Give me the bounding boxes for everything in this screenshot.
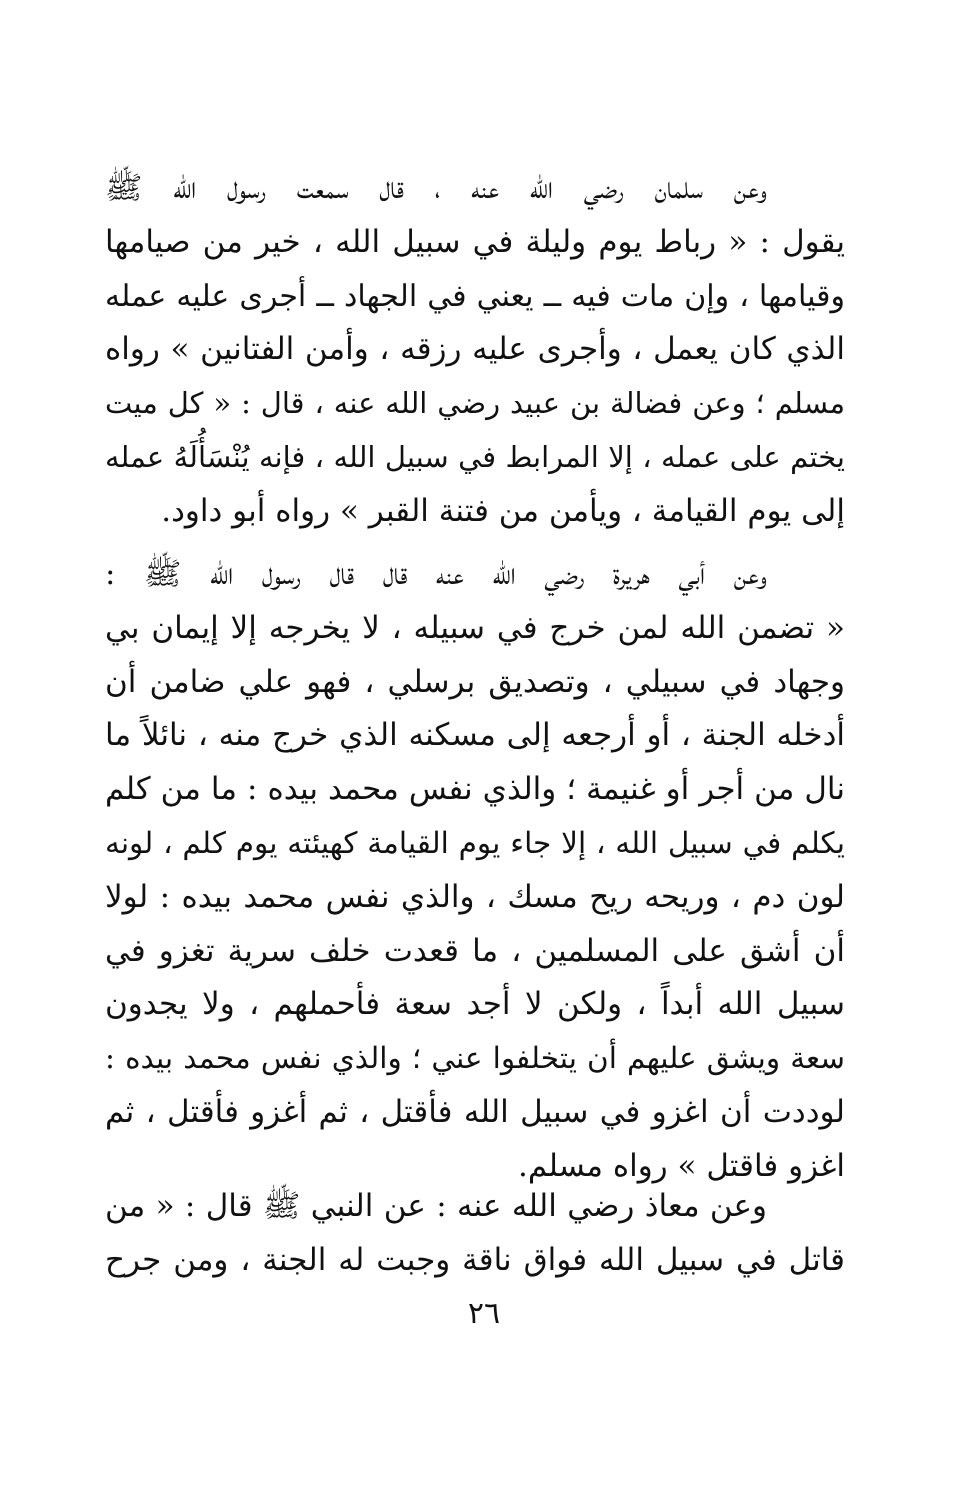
- text-line: يكلم في سبيل الله ، إلا جاء يوم القيامة كهيئته يوم كلم ، لونه: [105, 825, 845, 860]
- text-line: أن أشق على المسلمين ، ما قعدت خلف سرية تغزو في: [105, 932, 845, 969]
- text-line: اغزو فاقتل » رواه مسلم.: [518, 1147, 845, 1184]
- text-line: يقول : « رباط يوم وليلة في سبيل الله ، خير من صيامها: [105, 223, 845, 260]
- text-line: وجهاد في سبيلي ، وتصديق برسلي ، فهو علي ضامن أن: [105, 663, 845, 700]
- text-line: وعن معاذ رضي الله عنه : عن النبي ﷺ قال : « من: [105, 1188, 767, 1224]
- paragraph-salman-hadith: [105, 162, 845, 539]
- text-line: وعن أبي هريرة رضي الله عنه قال قال رسول الله ﷺ :: [105, 556, 767, 592]
- text-line: مسلم ؛ وعن فضالة بن عبيد رضي الله عنه ، قال : « كل ميت: [105, 386, 845, 421]
- text-line: نال من أجر أو غنيمة ؛ والذي نفس محمد بيده : ما من كلم: [105, 771, 845, 808]
- text-line: أدخله الجنة ، أو أرجعه إلى مسكنه الذي خرج منه ، نائلاً ما: [105, 717, 845, 754]
- text-line: قاتل في سبيل الله فواق ناقة وجبت له الجنة ، ومن جرح: [105, 1241, 845, 1278]
- text-line: وقيامها ، وإن مات فيه ــ يعني في الجهاد ــ أجرى عليه عمله: [105, 278, 845, 314]
- page-number: ٢٦: [467, 1296, 501, 1331]
- text-line: لون دم ، وريحه ريح مسك ، والذي نفس محمد بيده : لولا: [105, 878, 845, 915]
- text-line: إلى يوم القيامة ، ويأمن من فتنة القبر » رواه أبو داود.: [161, 492, 845, 529]
- text-line: سبيل الله أبداً ، ولكن لا أجد سعة فأحملهم ، ولا يجدون: [105, 986, 845, 1023]
- text-line: وعن سلمان رضي الله عنه ، قال سمعت رسول الله ﷺ: [105, 170, 767, 206]
- text-line: سعة ويشق عليهم أن يتخلفوا عني ؛ والذي نفس محمد بيده :: [105, 1041, 845, 1076]
- text-line: لوددت أن اغزو في سبيل الله فأقتل ، ثم أغزو فأقتل ، ثم: [105, 1093, 845, 1130]
- paragraph-muadh-hadith: [105, 1180, 845, 1288]
- text-line: الذي كان يعمل ، وأجرى عليه رزقه ، وأمن الفتانين » رواه: [105, 331, 845, 368]
- paragraph-abu-hurayra-hadith: [105, 548, 845, 1194]
- text-line: « تضمن الله لمن خرج في سبيله ، لا يخرجه إلا إيمان بي: [105, 609, 845, 646]
- text-line: يختم على عمله ، إلا المرابط في سبيل الله ، فإنه يُنْسَأُلَهُ عمله: [105, 439, 845, 474]
